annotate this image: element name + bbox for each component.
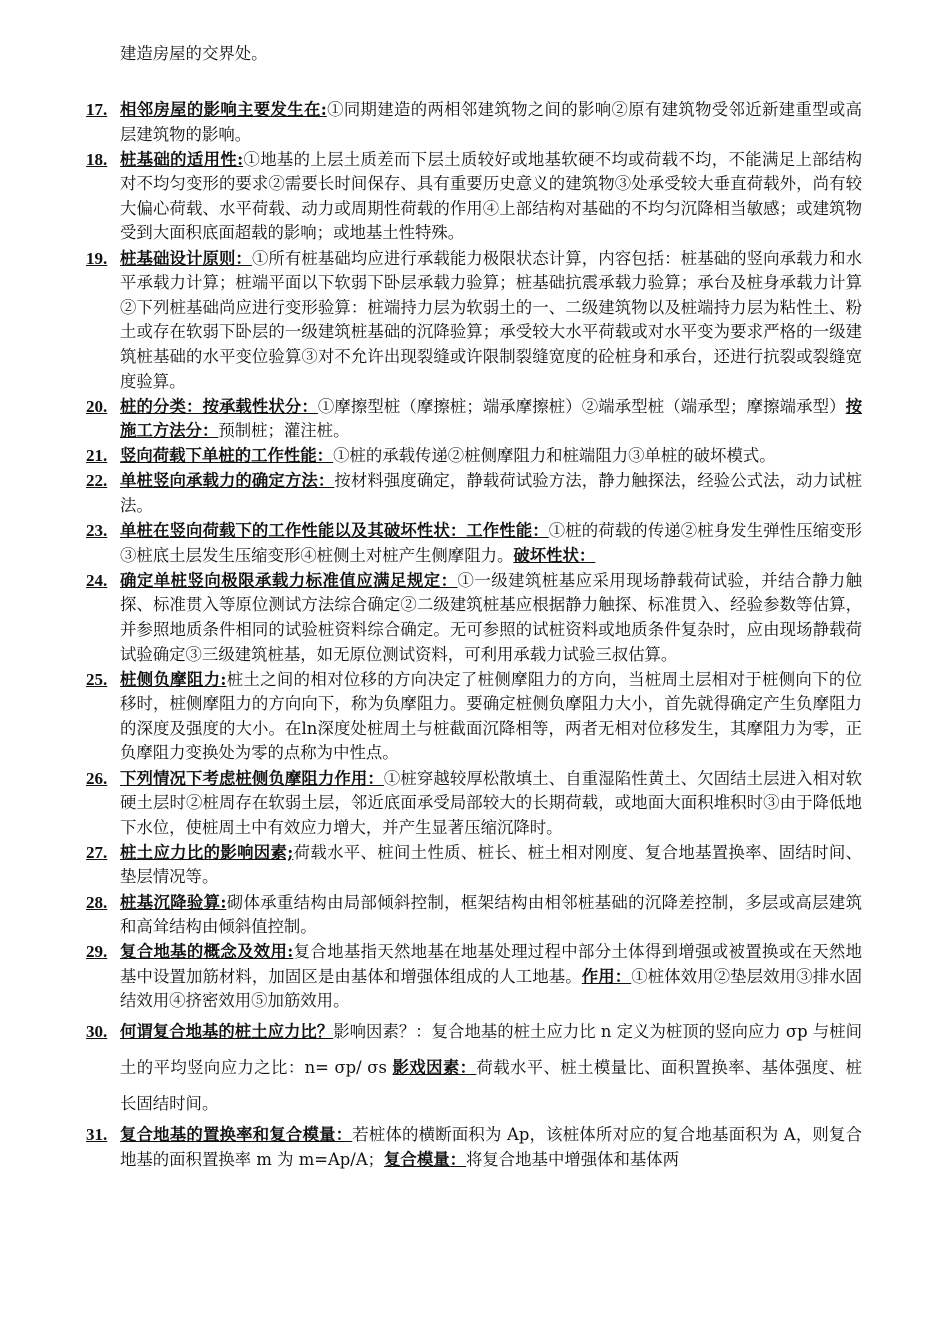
item-text: 荷载水平、桩土模量比、面积置换率、基体强度、桩长固结时间。 xyxy=(120,1058,863,1114)
item-number: 18. xyxy=(86,149,108,169)
item-heading: 破坏性状： xyxy=(513,545,596,565)
list-item xyxy=(0,767,862,841)
item-number: 20. xyxy=(86,396,108,416)
item-heading: 按施工方法分： xyxy=(120,396,863,441)
item-text: ①桩体效用②垫层效用③排水固结效用④挤密效用⑤加筋效用。 xyxy=(120,966,863,1011)
item-heading: 复合地基的概念及效用: xyxy=(120,942,294,962)
item-text: 桩土之间的相对位移的方向决定了桩侧摩阻力的方向，当桩周土层相对于桩侧向下的位移时，桩侧摩阻力的方向向下，称为负摩阻力。要确定桩侧负摩阻力大小，首先就得确定产生负摩阻力的深度及强度的大小。在ln深度处桩周土与桩截面沉降相等，两者无相对位移发生，其摩阻力为零，正负摩阻力变换处为零的点称为中性点。 xyxy=(120,669,862,763)
item-number: 22. xyxy=(86,471,108,491)
item-text: 若桩体的横断面积为 Ap，该桩体所对应的复合地基面积为 A，则复合地基的面积置换率 m 为 m=Ap/A； xyxy=(120,1124,863,1169)
item-text: 预制桩；灌注桩。 xyxy=(218,421,350,441)
list-item xyxy=(0,395,862,444)
numbered-list xyxy=(0,98,950,1173)
item-heading: 竖向荷载下单桩的工作性能： xyxy=(120,446,334,466)
list-item xyxy=(0,569,862,667)
item-heading: 相邻房屋的影响主要发生在: xyxy=(120,100,327,119)
item-number: 21. xyxy=(86,446,108,466)
item-text: ①摩擦型桩（摩擦桩；端承摩擦桩）②端承型桩（端承型；摩擦端承型） xyxy=(317,396,846,416)
list-item xyxy=(0,247,862,395)
list-item xyxy=(0,841,862,890)
item-text: ①桩穿越较厚松散填土、自重湿陷性黄土、欠固结土层进入相对软硬土层时②桩周存在软弱土层，邻近底面承受局部较大的长期荷载，或地面大面积堆积时③由于降低地下水位，使桩周土中有效应力增大，并产生显著压缩沉降时。 xyxy=(120,768,862,837)
item-text: 荷载水平、桩间土性质、桩长、桩土相对刚度、复合地基置换率、固结时间、垫层情况等。 xyxy=(120,842,862,887)
list-item xyxy=(0,148,862,246)
item-number: 31. xyxy=(86,1124,108,1144)
item-number: 19. xyxy=(86,248,108,268)
item-heading: 桩侧负摩阻力: xyxy=(120,669,227,689)
item-text: 砌体承重结构由局部倾斜控制，框架结构由相邻桩基础的沉降差控制，多层或高层建筑和高耸结构由倾斜值控制。 xyxy=(120,892,862,937)
list-item xyxy=(0,444,862,469)
item-heading: 复合地基的置换率和复合模量： xyxy=(120,1124,353,1144)
list-item xyxy=(0,940,862,1014)
item-number: 25. xyxy=(86,669,108,689)
item-heading: 影戏因素： xyxy=(392,1058,477,1078)
item-text: ①所有桩基础均应进行承载能力极限状态计算，内容包括：桩基础的竖向承载力和水平承载力计算；桩端平面以下软弱下卧层承载力验算；桩基础抗震承载力验算；承台及桩身承载力计算②下列桩基础尚应进行变形验算：桩端持力层为软弱土的一、二级建筑物以及桩端持力层为粘性土、粉土或存在软弱下卧层的一级建筑桩基础的沉降验算；承受较大水平荷载或对水平变为要求严格的一级建筑桩基础的水平变位验算③对不允许出现裂缝或许限制裂缝宽度的砼桩身和承台，还进行抗裂或裂缝宽度验算。 xyxy=(120,248,863,391)
item-heading: 单桩在竖向荷载下的工作性能以及其破坏性状：工作性能： xyxy=(120,521,549,541)
lead-text: 建造房屋的交界处。 xyxy=(120,44,268,63)
item-heading: 作用： xyxy=(581,966,632,986)
item-heading: 下列情况下考虑桩侧负摩阻力作用： xyxy=(120,768,384,788)
item-text: ①桩的荷载的传递②桩身发生弹性压缩变形③桩底土层发生压缩变形④桩侧土对桩产生侧摩阻力。 xyxy=(120,521,863,565)
item-number: 23. xyxy=(86,521,108,541)
item-heading: 确定单桩竖向极限承载力标准值应满足规定： xyxy=(120,570,458,590)
item-number: 29. xyxy=(86,942,108,962)
item-text: ①桩的承载传递②桩侧摩阻力和桩端阻力③单桩的破坏模式。 xyxy=(333,446,776,466)
list-item xyxy=(0,98,862,147)
item-number: 24. xyxy=(86,570,108,590)
list-item xyxy=(0,891,862,940)
list-item xyxy=(0,469,862,518)
item-heading: 复合模量： xyxy=(384,1149,466,1169)
item-text: ①地基的上层土质差而下层土质较好或地基软硬不均或荷载不均，不能满足上部结构对不均匀变形的要求②需要长时间保存、具有重要历史意义的建筑物③处承受较大垂直荷载外，尚有较大偏心荷载、水平荷载、动力或周期性荷载的作用④上部结构对基础的不均匀沉降相当敏感；或建筑物受到大面积底面超载的影响；或地基土性特殊。 xyxy=(120,149,862,243)
item-text: 影响因素？：复合地基的桩土应力比 n 定义为桩顶的竖向应力 σp 与桩间土的平均竖向应力之比：n= σp/ σs xyxy=(120,1022,863,1078)
item-heading: 桩基沉降验算: xyxy=(120,892,227,912)
item-heading: 何谓复合地基的桩土应力比？ xyxy=(120,1022,334,1042)
list-item xyxy=(0,1123,862,1172)
item-text: ①一级建筑桩基应采用现场静载荷试验，并结合静力触探、标准贯入等原位测试方法综合确定②二级建筑桩基应根据静力触探、标准贯入、经验参数等估算，并参照地质条件相同的试验桩资料综合确定。无可参照的试桩资料或地质条件复杂时，应由现场静载荷试验确定③三级建筑桩基，如无原位测试资料，可利用承载力试验三叔估算。 xyxy=(120,570,863,664)
item-number: 27. xyxy=(86,842,108,862)
item-number: 30. xyxy=(86,1022,108,1042)
item-text: 复合地基指天然地基在地基处理过程中部分土体得到增强或被置换或在天然地基中设置加筋材料，加固区是由基体和增强体组成的人工地基。 xyxy=(120,942,862,986)
item-heading: 桩基础的适用性: xyxy=(120,149,244,169)
item-text: ①同期建造的两相邻建筑物之间的影响②原有建筑物受邻近新建重型或高层建筑物的影响。 xyxy=(120,100,862,144)
item-heading: 单桩竖向承载力的确定方法： xyxy=(120,471,335,491)
item-text: 将复合地基中增强体和基体两 xyxy=(466,1149,680,1169)
item-number: 28. xyxy=(86,892,108,912)
item-number: 17. xyxy=(86,100,108,119)
item-heading: 桩基础设计原则： xyxy=(120,248,252,268)
item-heading: 桩土应力比的影响因素; xyxy=(120,842,294,862)
list-item xyxy=(0,668,862,766)
item-text: 按材料强度确定，静载荷试验方法，静力触探法，经验公式法，动力试桩法。 xyxy=(120,471,863,515)
list-item xyxy=(0,1014,862,1122)
item-number: 26. xyxy=(86,768,108,788)
list-item xyxy=(0,519,862,568)
item-heading: 桩的分类：按承载性状分： xyxy=(120,396,318,416)
